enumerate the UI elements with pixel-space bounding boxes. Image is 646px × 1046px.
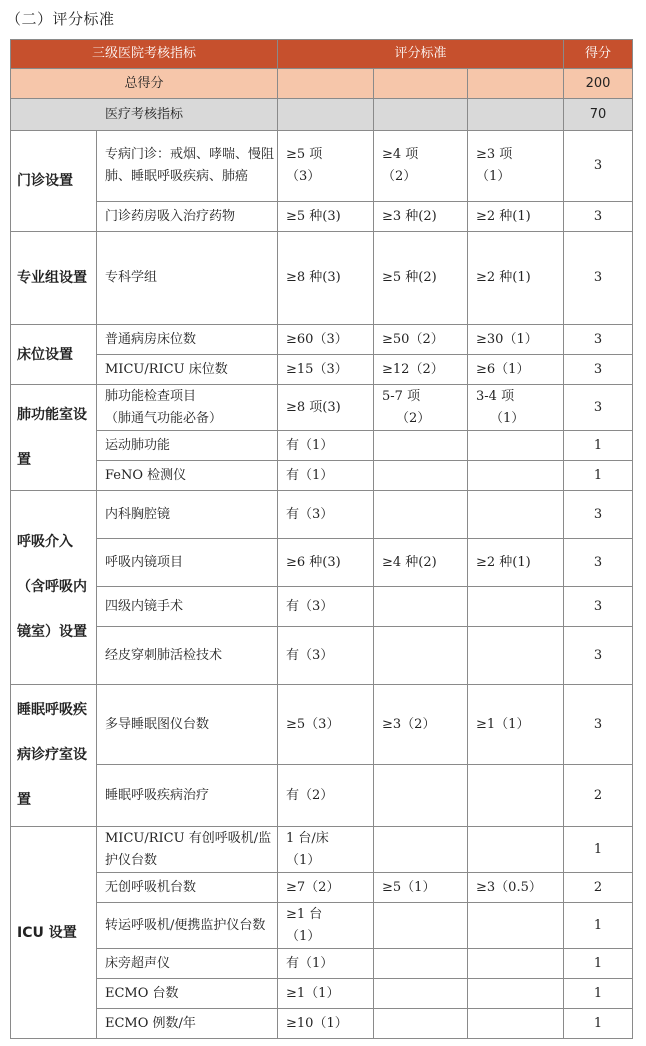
item-cell: MICU/RICU 有创呼吸机/监护仪台数 — [97, 827, 278, 873]
criteria-1: 有（1） — [278, 461, 374, 491]
total-label: 总得分 — [11, 69, 278, 99]
criteria-3: ≥2 种(1) — [468, 232, 564, 325]
item-cell: 四级内镜手术 — [97, 587, 278, 627]
section-caption: （二）评分标准 — [6, 10, 115, 28]
criteria-3: 3-4 项 （1） — [468, 385, 564, 431]
total-row — [11, 69, 633, 99]
score-cell: 3 — [564, 627, 633, 685]
score-cell: 1 — [564, 949, 633, 979]
header-indicator: 三级医院考核指标 — [11, 40, 278, 69]
table-row — [11, 355, 633, 385]
criteria-2: ≥5（1） — [374, 873, 468, 903]
table-row — [11, 202, 633, 232]
item-cell: 经皮穿刺肺活检技术 — [97, 627, 278, 685]
category-sleep: 睡眠呼吸疾病诊疗室设置 — [11, 685, 97, 827]
category-specialty: 专业组设置 — [11, 232, 97, 325]
score-cell: 2 — [564, 873, 633, 903]
criteria-1: 有（3） — [278, 491, 374, 539]
table-row — [11, 685, 633, 765]
criteria-1: ≥1（1） — [278, 979, 374, 1009]
table-row — [11, 232, 633, 325]
score-cell: 3 — [564, 685, 633, 765]
table-row — [11, 539, 633, 587]
criteria-2: ≥4 种(2) — [374, 539, 468, 587]
criteria-1: ≥5 项 （3） — [278, 131, 374, 202]
score-cell: 1 — [564, 979, 633, 1009]
table-row — [11, 979, 633, 1009]
table-header-row — [11, 40, 633, 69]
item-cell: 睡眠呼吸疾病治疗 — [97, 765, 278, 827]
table-row — [11, 325, 633, 355]
category-lung: 肺功能室设置 — [11, 385, 97, 491]
criteria-2: ≥3 种(2) — [374, 202, 468, 232]
score-cell: 3 — [564, 539, 633, 587]
item-cell: FeNO 检测仪 — [97, 461, 278, 491]
item-cell: MICU/RICU 床位数 — [97, 355, 278, 385]
criteria-1: 有（1） — [278, 431, 374, 461]
section-score: 70 — [564, 99, 633, 131]
score-cell: 1 — [564, 431, 633, 461]
criteria-1: ≥15（3） — [278, 355, 374, 385]
criteria-3: ≥1（1） — [468, 685, 564, 765]
criteria-3: ≥2 种(1) — [468, 539, 564, 587]
table-row — [11, 385, 633, 431]
table-row — [11, 461, 633, 491]
criteria-1: ≥5（3） — [278, 685, 374, 765]
score-cell: 3 — [564, 131, 633, 202]
item-cell: 普通病房床位数 — [97, 325, 278, 355]
header-criteria: 评分标准 — [278, 40, 564, 69]
criteria-2: ≥5 种(2) — [374, 232, 468, 325]
criteria-1: ≥6 种(3) — [278, 539, 374, 587]
criteria-1: ≥5 种(3) — [278, 202, 374, 232]
item-cell: ECMO 例数/年 — [97, 1009, 278, 1039]
item-cell: 门诊药房吸入治疗药物 — [97, 202, 278, 232]
criteria-3: ≥30（1） — [468, 325, 564, 355]
section-row — [11, 99, 633, 131]
total-score: 200 — [564, 69, 633, 99]
category-resp: 呼吸介入（含呼吸内镜室）设置 — [11, 491, 97, 685]
criteria-1: 有（3） — [278, 587, 374, 627]
criteria-3: ≥3 项 （1） — [468, 131, 564, 202]
scoring-table — [10, 39, 633, 1039]
table-row — [11, 765, 633, 827]
criteria-3: ≥6（1） — [468, 355, 564, 385]
criteria-1: 有（2） — [278, 765, 374, 827]
criteria-1: ≥10（1） — [278, 1009, 374, 1039]
item-cell: 无创呼吸机台数 — [97, 873, 278, 903]
category-beds: 床位设置 — [11, 325, 97, 385]
score-cell: 3 — [564, 202, 633, 232]
score-cell: 1 — [564, 903, 633, 949]
score-cell: 1 — [564, 827, 633, 873]
criteria-1: 有（3） — [278, 627, 374, 685]
item-cell: 肺功能检查项目 （肺通气功能必备） — [97, 385, 278, 431]
table-row — [11, 627, 633, 685]
table-row — [11, 903, 633, 949]
item-cell: 床旁超声仪 — [97, 949, 278, 979]
item-cell: 转运呼吸机/便携监护仪台数 — [97, 903, 278, 949]
criteria-1: ≥7（2） — [278, 873, 374, 903]
category-icu: ICU 设置 — [11, 827, 97, 1039]
table-row — [11, 491, 633, 539]
score-cell: 2 — [564, 765, 633, 827]
table-row — [11, 431, 633, 461]
table-row — [11, 1009, 633, 1039]
table-row — [11, 131, 633, 202]
score-cell: 3 — [564, 491, 633, 539]
criteria-2: 5-7 项 （2） — [374, 385, 468, 431]
criteria-1: ≥1 台 （1） — [278, 903, 374, 949]
table-row — [11, 949, 633, 979]
criteria-1: 有（1） — [278, 949, 374, 979]
table-row — [11, 827, 633, 873]
score-cell: 3 — [564, 385, 633, 431]
criteria-1: ≥8 项(3) — [278, 385, 374, 431]
criteria-3: ≥2 种(1) — [468, 202, 564, 232]
item-cell: 多导睡眠图仪台数 — [97, 685, 278, 765]
criteria-2: ≥12（2） — [374, 355, 468, 385]
header-score: 得分 — [564, 40, 633, 69]
criteria-1: ≥8 种(3) — [278, 232, 374, 325]
score-cell: 3 — [564, 325, 633, 355]
item-cell: 专病门诊：戒烟、哮喘、慢阻肺、睡眠呼吸疾病、肺癌 — [97, 131, 278, 202]
criteria-2: ≥3（2） — [374, 685, 468, 765]
criteria-1: 1 台/床 （1） — [278, 827, 374, 873]
score-cell: 3 — [564, 232, 633, 325]
item-cell: 运动肺功能 — [97, 431, 278, 461]
table-row — [11, 587, 633, 627]
table-row — [11, 873, 633, 903]
section-label: 医疗考核指标 — [11, 99, 278, 131]
score-cell: 3 — [564, 355, 633, 385]
category-clinic: 门诊设置 — [11, 131, 97, 232]
item-cell: 专科学组 — [97, 232, 278, 325]
score-cell: 1 — [564, 461, 633, 491]
item-cell: 呼吸内镜项目 — [97, 539, 278, 587]
score-cell: 3 — [564, 587, 633, 627]
item-cell: 内科胸腔镜 — [97, 491, 278, 539]
item-cell: ECMO 台数 — [97, 979, 278, 1009]
criteria-2: ≥4 项 （2） — [374, 131, 468, 202]
criteria-1: ≥60（3） — [278, 325, 374, 355]
criteria-3: ≥3（0.5） — [468, 873, 564, 903]
score-cell: 1 — [564, 1009, 633, 1039]
criteria-2: ≥50（2） — [374, 325, 468, 355]
